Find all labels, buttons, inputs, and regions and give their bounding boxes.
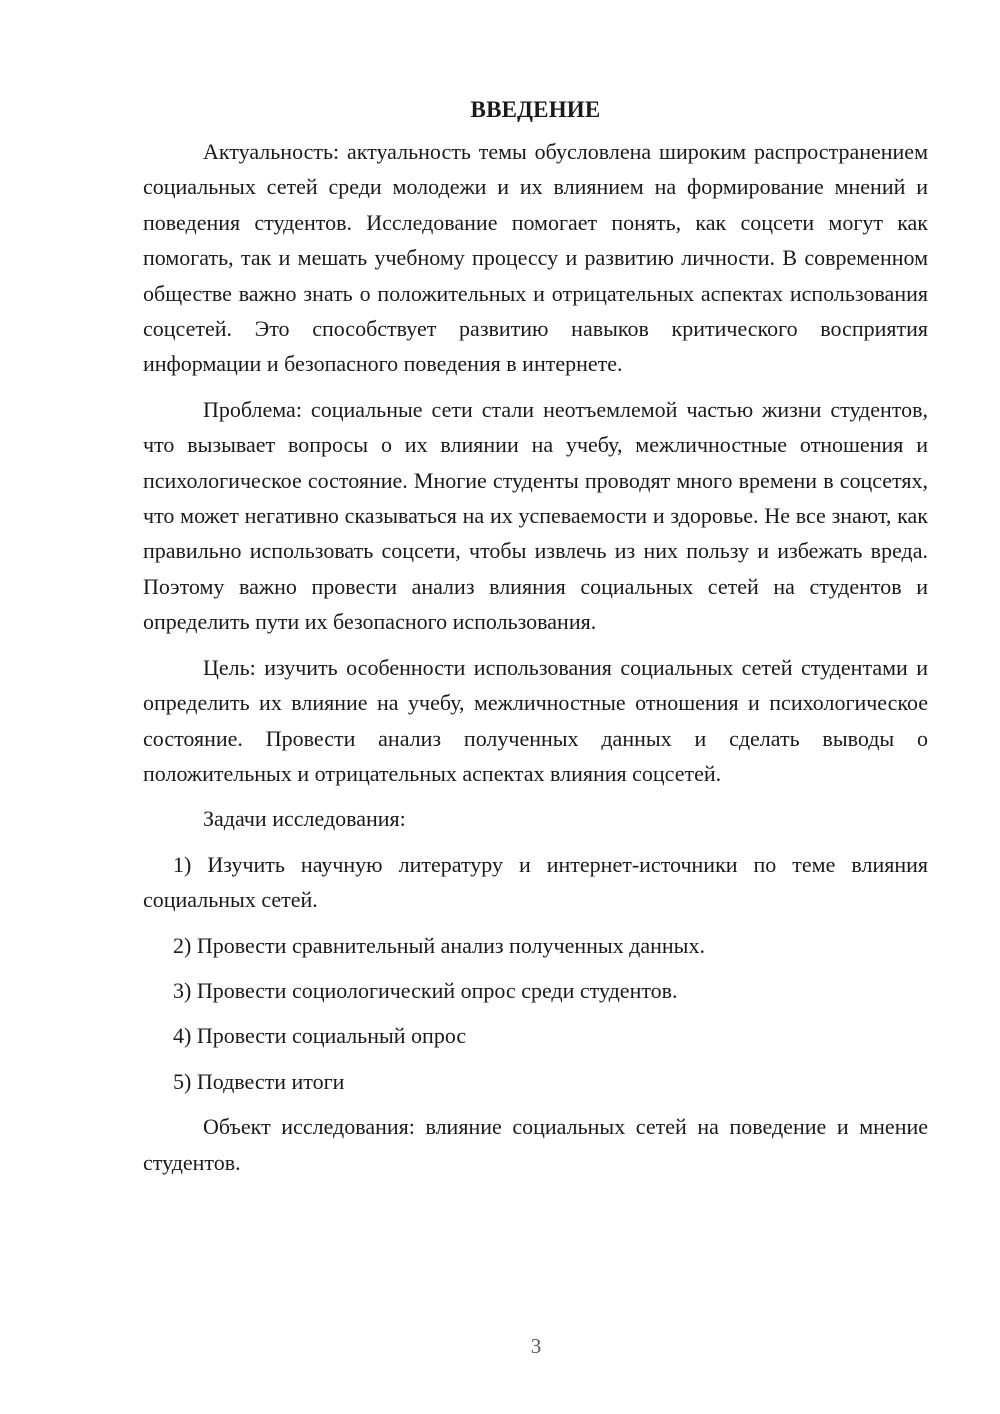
tasks-title: Задачи исследования: <box>203 806 406 832</box>
page-number: 3 <box>530 1334 542 1358</box>
problem-paragraph: Проблема: социальные сети стали неотъемлемой частью жизни студентов, что вызывает вопросы о их влиянии на учебу, межличностные отношения и психологическое состояние. Многие студенты проводят много времени в соцсетях, что может негативно сказываться на их успеваемости и здоровье. Не все знают, как правильно использовать соцсети, чтобы извлечь из них пользу и избежать вреда. Поэтому важно провести анализ влияния социальных сетей на студентов и определить пути их безопасного использования. <box>143 396 928 635</box>
task-item: 2) Провести сравнительный анализ полученных данных. <box>173 932 705 958</box>
task-item: 1) Изучить научную литературу и интернет-источники по теме влияния социальных сетей. <box>143 851 928 913</box>
object-paragraph: Объект исследования: влияние социальных сетей на поведение и мнение студентов. <box>143 1114 928 1175</box>
goal-paragraph: Цель: изучить особенности использования социальных сетей студентами и определить их влияние на учебу, межличностные отношения и психологическое состояние. Провести анализ полученных данных и сделать выводы о положительных и отрицательных аспектах влияния соцсетей. <box>143 654 928 786</box>
task-item: 3) Провести социологический опрос среди студентов. <box>173 977 678 1003</box>
page-title: ВВЕДЕНИЕ <box>470 97 601 122</box>
task-item: 4) Провести социальный опрос <box>173 1023 467 1049</box>
document-page <box>143 96 928 1180</box>
relevance-paragraph: Актуальность: актуальность темы обусловлена широким распространением социальных сетей среди молодежи и их влиянием на формирование мнений и поведения студентов. Исследование помогает понять, как соцсети могут как помогать, так и мешать учебному процессу и развитию личности. В современном обществе важно знать о положительных и отрицательных аспектах использования соцсетей. Это способствует развитию навыков критического восприятия информации и безопасного поведения в интернете. <box>143 139 928 377</box>
task-item: 5) Подвести итоги <box>173 1068 345 1094</box>
